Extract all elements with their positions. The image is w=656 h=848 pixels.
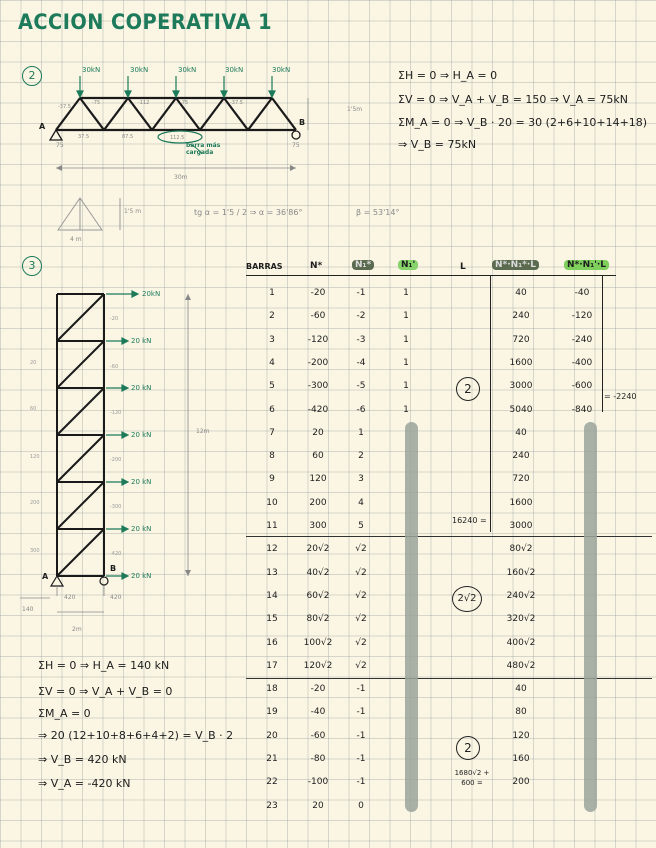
svg-text:112.5: 112.5 [170, 135, 185, 141]
table-cell: 200 [512, 777, 530, 788]
column-header: L [460, 262, 466, 272]
table-cell: 40 [515, 288, 527, 298]
load-label: 20 kN [131, 337, 152, 345]
equilibrium-eq: ΣV = 0 ⇒ V_A + V_B = 0 [38, 685, 173, 698]
column-header: N*·N₁'·L [564, 260, 609, 270]
truss-diagram-2 [30, 58, 330, 188]
table-cell: 17 [266, 660, 278, 671]
table-cell: -1 [356, 707, 366, 718]
tower-base: 2m [72, 626, 82, 633]
load-label: 20 kN [131, 572, 152, 580]
table-cell: 2 [269, 311, 275, 322]
truss-span: 30m [174, 174, 188, 181]
table-cell: √2 [355, 544, 367, 555]
reaction-a: 75 [56, 142, 64, 149]
beta-angle: β = 53'14° [356, 208, 400, 217]
table-cell: 240 [512, 311, 530, 322]
svg-text:-75: -75 [180, 100, 189, 106]
table-cell: 14 [266, 590, 278, 601]
section-2-marker: 2 [22, 66, 42, 86]
angle-triangle [50, 192, 130, 242]
table-cell: 3000 [509, 521, 533, 531]
support-a-label: A [39, 122, 46, 131]
svg-text:120: 120 [30, 454, 40, 460]
table-cell: √2 [355, 567, 367, 578]
table-cell: 40 [515, 427, 527, 438]
equilibrium-eq: ΣV = 0 ⇒ V_A + V_B = 150 ⇒ V_A = 75kN [398, 93, 628, 106]
sum-label: 16240 = [452, 516, 487, 525]
table-cell: -20 [310, 684, 326, 695]
table-cell: -1 [356, 754, 366, 764]
table-cell: 6 [269, 404, 275, 415]
svg-text:-300: -300 [110, 504, 122, 510]
table-cell: -840 [571, 404, 593, 415]
svg-text:300: 300 [30, 548, 40, 554]
table-cell: -80 [310, 754, 326, 764]
table-cell: 80√2 [509, 544, 533, 555]
table-cell: 100√2 [303, 637, 333, 648]
load-label: 20 kN [131, 478, 152, 486]
table-cell: 40√2 [306, 567, 330, 578]
table-cell: -100 [307, 777, 329, 788]
table-cell: 4 [269, 357, 275, 368]
table-cell: 1 [269, 288, 275, 298]
svg-text:-112: -112 [138, 100, 150, 106]
svg-text:-75: -75 [92, 100, 101, 106]
table-cell: -2 [356, 311, 366, 322]
table-cell: 16 [266, 637, 278, 648]
table-cell: 10 [266, 497, 278, 508]
table-cell: 22 [266, 777, 278, 788]
load-label: 30kN [82, 66, 101, 74]
svg-text:-200: -200 [110, 457, 122, 463]
table-cell: 5040 [509, 404, 533, 415]
triangle-width: 4 m [70, 236, 82, 243]
reaction-b: 75 [292, 142, 300, 149]
svg-text:-37.5: -37.5 [230, 100, 243, 106]
equilibrium-eq: ⇒ 20 (12+10+8+6+4+2) = V_B · 2 [38, 729, 234, 742]
section-3-marker: 3 [22, 256, 42, 276]
table-cell: -6 [356, 404, 366, 415]
tower-height: 12m [196, 428, 210, 435]
table-cell: 2 [358, 451, 364, 462]
triangle-height: 1'5 m [124, 208, 142, 215]
table-cell: √2 [355, 660, 367, 671]
equilibrium-eq: ⇒ V_B = 420 kN [38, 753, 127, 766]
table-cell: 60 [312, 451, 324, 462]
table-cell: 40 [515, 684, 527, 695]
svg-text:-120: -120 [110, 410, 122, 416]
column-divider [490, 276, 491, 532]
table-cell: -40 [310, 707, 326, 718]
table-cell: 160√2 [506, 567, 536, 578]
load-label: 30kN [130, 66, 149, 74]
sum-label: 1680√2 + 600 = [454, 769, 490, 787]
load-label: 20 kN [131, 431, 152, 439]
table-cell: 15 [266, 614, 278, 625]
table-cell: 1 [358, 427, 364, 438]
table-cell: 5 [269, 381, 275, 392]
svg-text:-20: -20 [110, 316, 119, 322]
table-cell: 240√2 [506, 590, 536, 601]
most-loaded-note: barra más cargada [186, 142, 221, 156]
table-cell: 400√2 [506, 637, 536, 648]
table-cell: -1 [356, 288, 366, 298]
table-cell: 320√2 [506, 614, 536, 625]
table-cell: 23 [266, 800, 278, 811]
table-cell: -20 [310, 288, 326, 298]
equilibrium-eq: ⇒ V_B = 75kN [398, 138, 477, 151]
load-label: 30kN [225, 66, 244, 74]
table-cell: 0 [358, 800, 364, 811]
table-cell: 300 [309, 521, 327, 531]
truss-height: 1'5m [347, 106, 363, 113]
column-header: N₁' [398, 260, 418, 270]
svg-text:20: 20 [30, 360, 37, 366]
group-factor: 2√2 [452, 586, 482, 612]
table-cell: 160 [512, 754, 530, 764]
table-cell: -1 [356, 730, 366, 741]
equilibrium-eq: ΣH = 0 ⇒ H_A = 0 [398, 69, 498, 82]
equilibrium-eq: ΣM_A = 0 [38, 707, 91, 720]
svg-text:87.5: 87.5 [122, 134, 134, 140]
table-cell: -60 [310, 311, 326, 322]
table-cell: 720 [512, 474, 530, 485]
support-b-label: B [299, 118, 306, 127]
svg-text:-60: -60 [110, 364, 119, 370]
table-cell: 80√2 [306, 614, 330, 625]
svg-text:60: 60 [30, 406, 37, 412]
table-cell: 13 [266, 567, 278, 578]
table-cell: 120√2 [303, 660, 333, 671]
table-cell: -120 [307, 334, 329, 345]
table-cell: -5 [356, 381, 366, 392]
svg-text:-37.5: -37.5 [58, 104, 71, 110]
table-cell: 20√2 [306, 544, 330, 555]
table-cell: 11 [266, 521, 278, 531]
svg-text:37.5: 37.5 [78, 134, 90, 140]
table-cell: 120 [309, 474, 327, 485]
table-cell: -60 [310, 730, 326, 741]
column-header: N₁* [352, 260, 374, 270]
reaction-b: 420 [110, 594, 122, 601]
table-cell: 3 [269, 334, 275, 345]
group-factor: 2 [456, 377, 480, 401]
table-cell: 200 [309, 497, 327, 508]
svg-text:200: 200 [30, 500, 40, 506]
table-cell: 5 [358, 521, 364, 531]
table-cell: -300 [307, 381, 329, 392]
table-cell: -200 [307, 357, 329, 368]
group-factor: 2 [456, 736, 480, 760]
forces-table [246, 262, 656, 822]
load-label: 20kN [142, 290, 161, 298]
table-cell: 1 [403, 334, 409, 345]
table-cell: 1600 [509, 357, 533, 368]
table-cell: 4 [358, 497, 364, 508]
support-a-label: A [42, 572, 49, 581]
horizontal-reaction: 140 [22, 606, 34, 613]
truss-diagram-3 [20, 280, 240, 620]
column-header: N* [310, 261, 323, 271]
table-cell: -240 [571, 334, 593, 345]
table-cell: 1 [403, 381, 409, 392]
table-cell: √2 [355, 614, 367, 625]
table-cell: -40 [574, 288, 590, 298]
table-cell: 120 [512, 730, 530, 741]
table-cell: 60√2 [306, 590, 330, 601]
equilibrium-eq: ⇒ V_A = -420 kN [38, 777, 131, 790]
equilibrium-eq: ΣH = 0 ⇒ H_A = 140 kN [38, 659, 170, 672]
table-cell: 1600 [509, 497, 533, 508]
column-highlight [405, 422, 418, 812]
header-divider [246, 275, 616, 276]
table-cell: √2 [355, 590, 367, 601]
table-cell: 20 [312, 800, 324, 811]
table-cell: 21 [266, 754, 278, 764]
table-cell: 720 [512, 334, 530, 345]
table-cell: 20 [266, 730, 278, 741]
table-cell: 3 [358, 474, 364, 485]
table-cell: 240 [512, 451, 530, 462]
equilibrium-eq: ΣM_A = 0 ⇒ V_B · 20 = 30 (2+6+10+14+18) [398, 116, 648, 129]
table-cell: √2 [355, 637, 367, 648]
table-cell: -400 [571, 357, 593, 368]
table-cell: -1 [356, 777, 366, 788]
table-cell: 80 [515, 707, 527, 718]
table-cell: 1 [403, 404, 409, 415]
table-cell: 20 [312, 427, 324, 438]
svg-text:-420: -420 [110, 551, 122, 557]
table-cell: 8 [269, 451, 275, 462]
table-cell: -4 [356, 357, 366, 368]
column-divider [602, 276, 603, 412]
table-cell: 9 [269, 474, 275, 485]
table-cell: 18 [266, 684, 278, 695]
load-label: 30kN [178, 66, 197, 74]
table-cell: -120 [571, 311, 593, 322]
column-highlight [584, 422, 597, 812]
reaction-a: 420 [64, 594, 76, 601]
column-header: N*·N₁*·L [492, 260, 539, 270]
table-cell: -600 [571, 381, 593, 392]
angle-formula: tg α = 1'5 / 2 ⇒ α = 36'86° [194, 208, 303, 217]
load-label: 30kN [272, 66, 291, 74]
table-cell: -420 [307, 404, 329, 415]
table-cell: -3 [356, 334, 366, 345]
table-cell: 1 [403, 288, 409, 298]
table-cell: 19 [266, 707, 278, 718]
column-header: BARRAS [246, 262, 283, 271]
support-b-label: B [110, 564, 117, 573]
page-title: ACCION COPERATIVA 1 [18, 10, 272, 34]
table-cell: 3000 [509, 381, 533, 392]
table-cell: 12 [266, 544, 278, 555]
sum-label: = -2240 [604, 392, 637, 401]
table-cell: 7 [269, 427, 275, 438]
table-cell: -1 [356, 684, 366, 695]
load-label: 20 kN [131, 384, 152, 392]
load-label: 20 kN [131, 525, 152, 533]
table-cell: 1 [403, 311, 409, 322]
table-cell: 1 [403, 357, 409, 368]
table-cell: 480√2 [506, 660, 536, 671]
